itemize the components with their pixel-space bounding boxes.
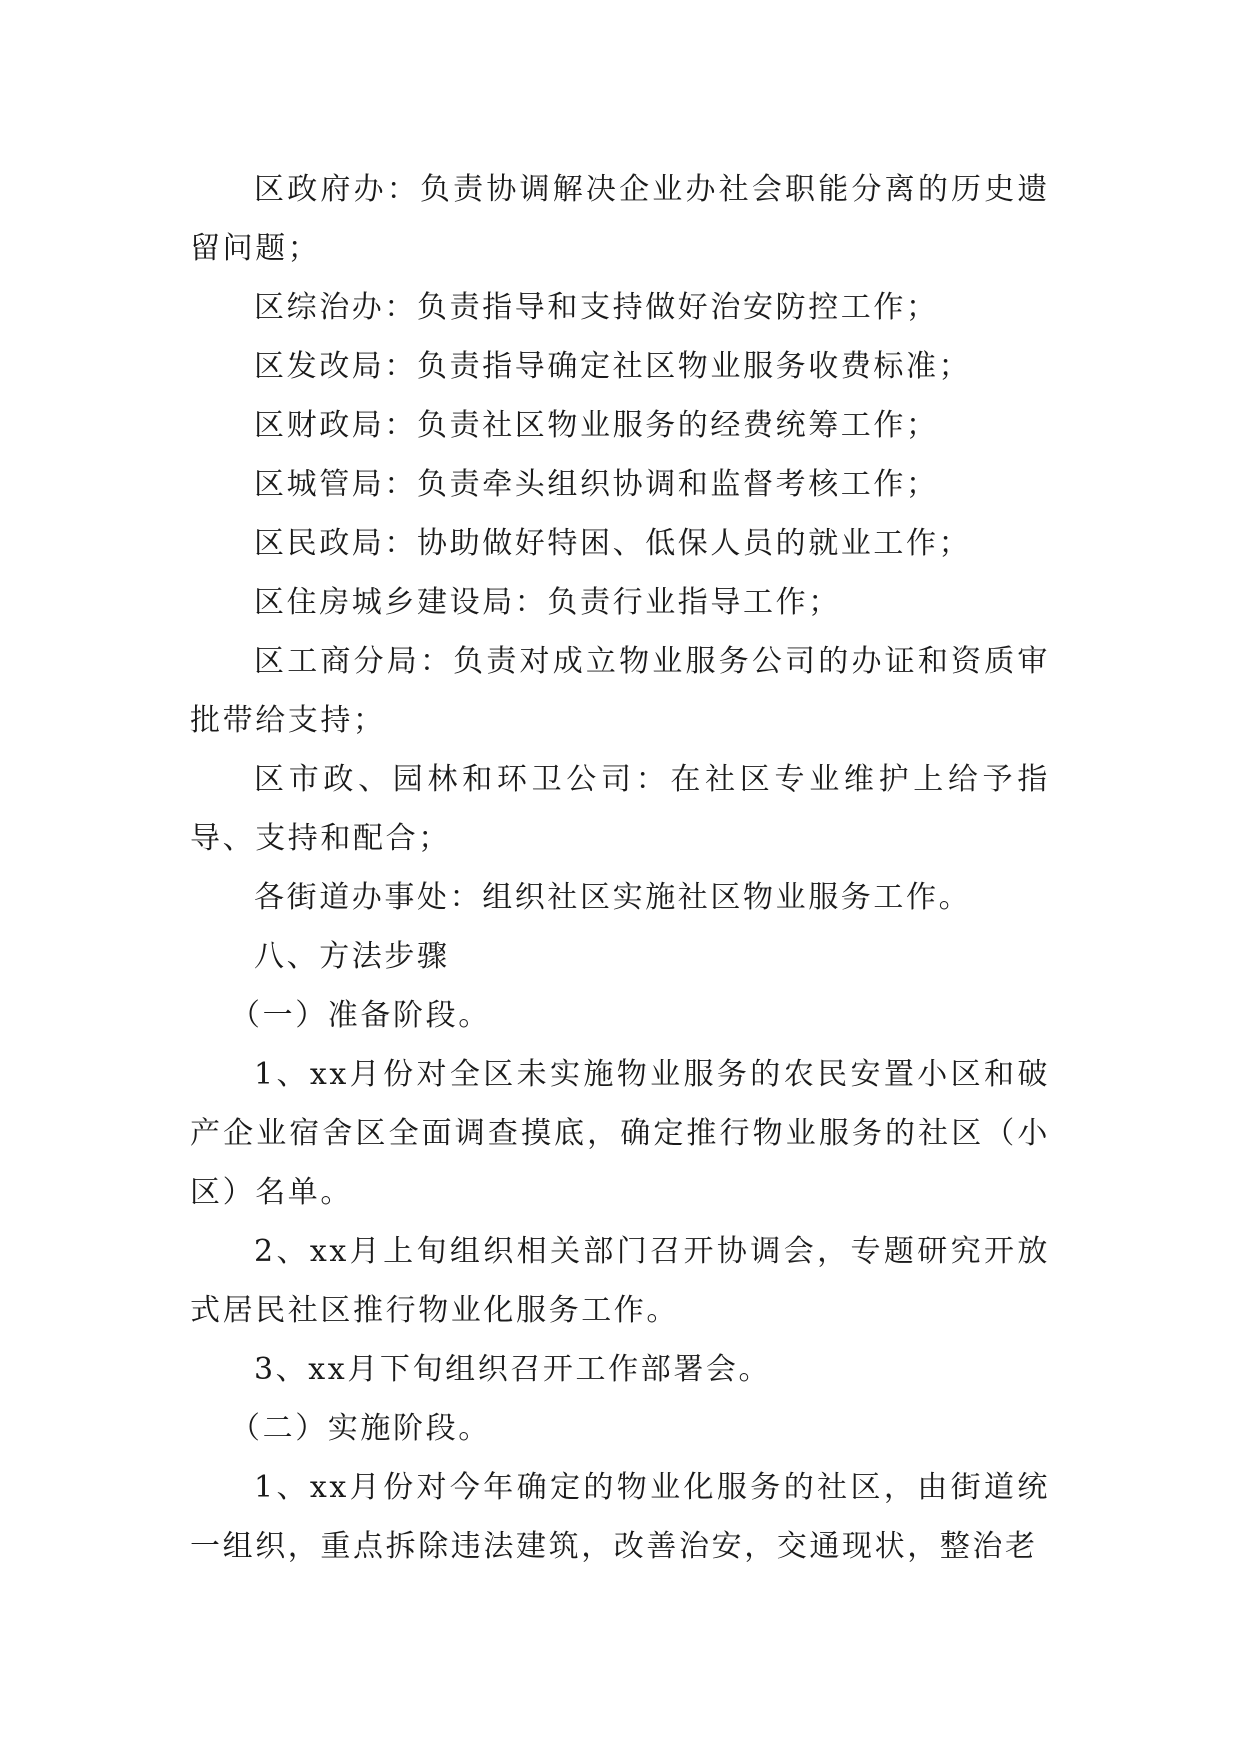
paragraph-housing-construction: 区住房城乡建设局：负责行业指导工作；: [254, 585, 841, 620]
paragraph-municipal-companies: 区市政、园林和环卫公司：在社区专业维护上给予指导、支持和配合；: [190, 762, 1050, 856]
paragraph-prep-step-2: 2、xx月上旬组织相关部门召开协调会，专题研究开放式居民社区推行物业化服务工作。: [190, 1234, 1050, 1328]
paragraph-prep-step-3: 3、xx月下旬组织召开工作部署会。: [254, 1352, 772, 1387]
paragraph-civil-affairs: 区民政局：协助做好特困、低保人员的就业工作；: [254, 526, 972, 561]
paragraph-street-offices: 各街道办事处：组织社区实施社区物业服务工作。: [254, 880, 972, 915]
paragraph-development-reform: 区发改局：负责指导确定社区物业服务收费标准；: [254, 349, 972, 384]
paragraph-prep-step-1: 1、xx月份对全区未实施物业服务的农民安置小区和破产企业宿舍区全面调查摸底，确定推行物业服务的社区（小区）名单。: [190, 1057, 1050, 1210]
paragraph-comprehensive-governance: 区综治办：负责指导和支持做好治安防控工作；: [254, 290, 939, 325]
paragraph-urban-management: 区城管局：负责牵头组织协调和监督考核工作；: [254, 467, 939, 502]
document-body: [190, 160, 1050, 1576]
subheading-implementation: （二）实施阶段。: [230, 1411, 491, 1446]
paragraph-industry-commerce: 区工商分局：负责对成立物业服务公司的办证和资质审批带给支持；: [190, 644, 1050, 738]
paragraph-impl-step-1: 1、xx月份对今年确定的物业化服务的社区，由街道统一组织，重点拆除违法建筑，改善治安，交通现状，整治老: [190, 1470, 1050, 1564]
paragraph-district-office: 区政府办：负责协调解决企业办社会职能分离的历史遗留问题；: [190, 172, 1050, 266]
subheading-preparation: （一）准备阶段。: [230, 998, 491, 1033]
paragraph-finance-bureau: 区财政局：负责社区物业服务的经费统筹工作；: [254, 408, 939, 443]
section-heading-methods: 八、方法步骤: [254, 939, 450, 974]
